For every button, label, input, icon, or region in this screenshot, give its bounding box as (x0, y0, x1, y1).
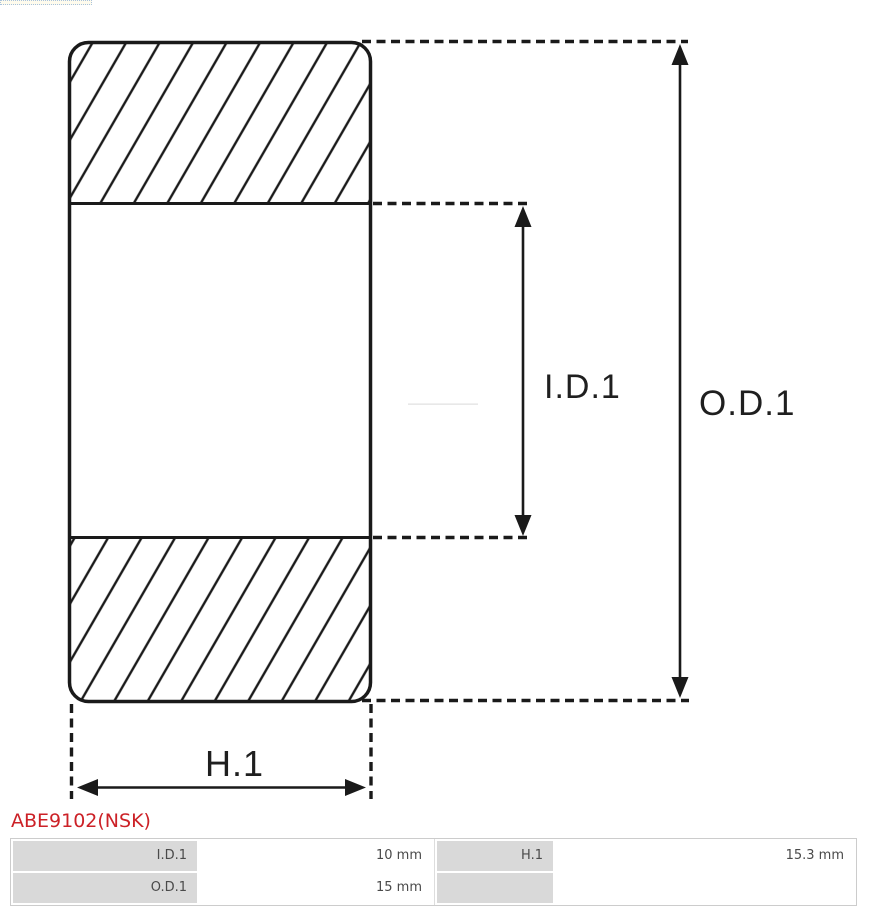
part-number-link[interactable]: ABE9102(NSK) (11, 810, 151, 832)
bottom-hatch-band (70, 538, 371, 702)
spec-label-empty (437, 873, 553, 903)
spec-value-h: 15.3 mm (555, 841, 854, 871)
spec-table-left-columns (11, 839, 434, 905)
spec-value-od: 15 mm (199, 873, 432, 903)
h-dimension-label: H.1 (205, 743, 265, 784)
od-dimension-label: O.D.1 (699, 384, 796, 423)
od-dimension-arrow (672, 44, 689, 698)
id-dimension-label: I.D.1 (544, 368, 621, 406)
watermark-line (408, 404, 478, 405)
spec-label-od: O.D.1 (13, 873, 197, 903)
spec-value-empty (555, 873, 854, 903)
spec-table-right-columns (434, 839, 856, 905)
top-hatch-band (70, 43, 371, 204)
spec-label-h: H.1 (437, 841, 553, 871)
spec-table (10, 838, 857, 906)
spec-label-id: I.D.1 (13, 841, 197, 871)
id-dimension-arrow (515, 206, 532, 536)
spec-value-id: 10 mm (199, 841, 432, 871)
bearing-cross-section (70, 43, 371, 702)
